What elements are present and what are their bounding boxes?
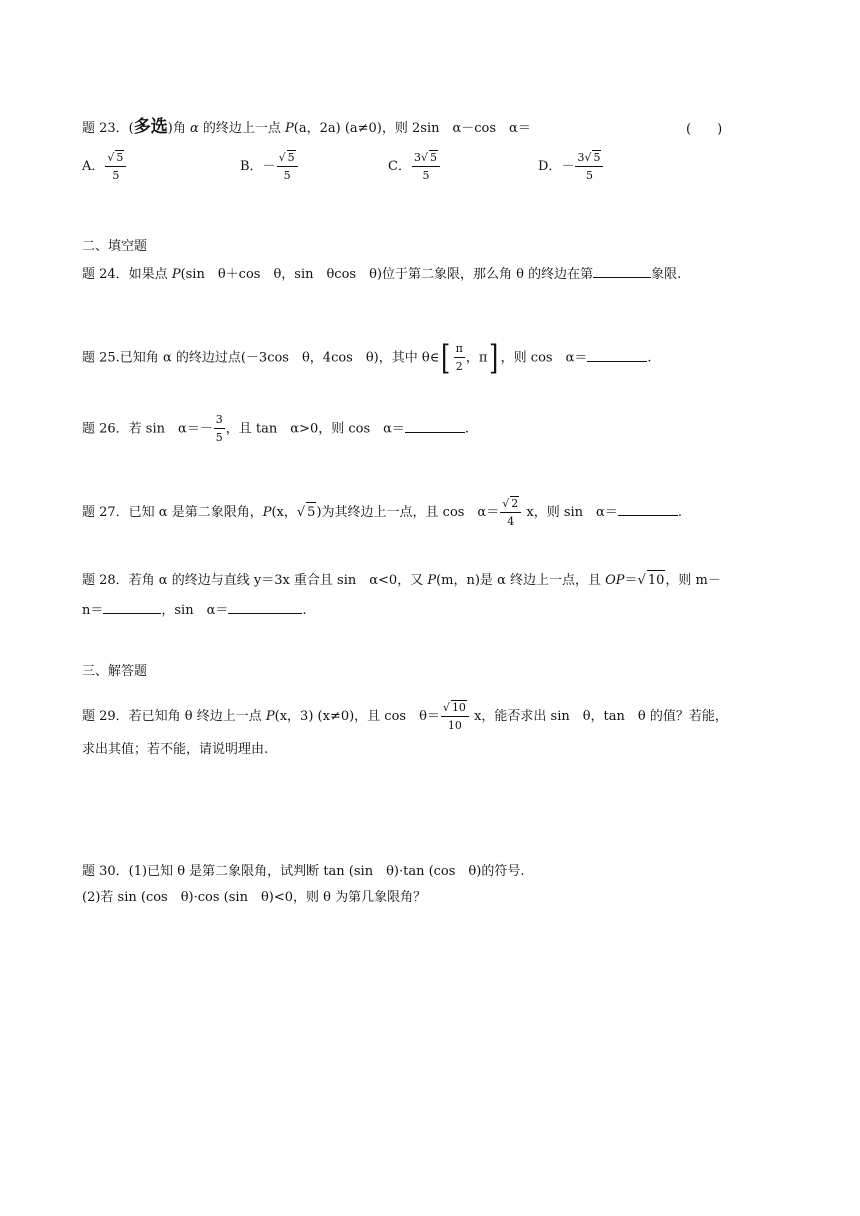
denominator: 5 (215, 431, 223, 444)
q23-lead: 题 23．( (82, 121, 134, 136)
q23-point: P (285, 121, 294, 136)
q29-text: (x，3) (x≠0)，且 cos θ＝ (274, 709, 440, 724)
q26-fraction (214, 413, 225, 445)
radicand: 5 (287, 151, 295, 164)
q29-text: x，能否求出 sin θ，tan θ 的值？若能， (469, 709, 728, 724)
q29-point: P (265, 709, 275, 724)
option-label: A． (82, 159, 105, 174)
radicand: 5 (429, 151, 437, 164)
q25-text: 题 25.已知角 α 的终边过点(－3cos θ，4cos θ)，其中 θ∈ (82, 350, 440, 366)
option-fraction: $\frac{3√ 5}{5}$ (412, 150, 440, 183)
q25-comma: ， (465, 350, 479, 366)
q24-text: 象限. (651, 267, 682, 282)
interval-bracket-left: [ (441, 338, 451, 378)
q28-point: P (427, 573, 437, 588)
option-fraction: $\frac{√ 5}{5}$ (277, 150, 298, 183)
answer-blank[interactable] (228, 601, 302, 614)
interval-bracket-right: ] (489, 338, 499, 378)
q27-text: )为其终边上一点，且 cos α＝ (316, 505, 500, 520)
q26-end: . (464, 421, 470, 437)
q24-text: 题 24．如果点 (82, 267, 172, 282)
radicand: 10 (451, 701, 466, 714)
q23-condition: (a≠0)，则 2sin α－cos α＝ (340, 121, 531, 136)
q27-point: P (262, 505, 272, 520)
option-d (538, 150, 604, 183)
q27-end: . (677, 505, 682, 520)
denominator: 5 (422, 169, 430, 182)
q28-text: ，sin α＝ (161, 603, 229, 618)
q29-text: 题 29．若已知角 θ 终边上一点 (82, 709, 266, 724)
q30-line2: (2)若 sin (cos θ)·cos (sin θ)<0，则 θ 为第几象限角？ (82, 890, 427, 905)
option-fraction: $\frac{3√ 5}{5}$ (575, 150, 603, 183)
denominator: 2 (455, 360, 463, 373)
q27-fraction: $\frac{√ 2}{4}$ (500, 496, 521, 529)
q28-text: n＝ (82, 603, 104, 618)
radicand: 2 (511, 497, 519, 510)
option-sign: － (561, 159, 575, 174)
radicand: 10 (647, 570, 666, 591)
q27-text: x，则 sin α＝ (522, 505, 618, 520)
q25-text: ，则 cos α＝ (500, 350, 588, 366)
denominator: 5 (585, 169, 593, 182)
q28-op: OP (605, 573, 625, 588)
q23-alpha: α (189, 121, 199, 136)
answer-blank[interactable] (103, 601, 161, 614)
answer-blank[interactable] (593, 265, 651, 278)
q30-line1: 题 30．(1)已知 θ 是第二象限角，试判断 tan (sin θ)·tan (cos θ)的符号. (82, 864, 525, 879)
answer-blank[interactable] (405, 420, 465, 433)
q23-coords: (a，2a) (293, 121, 341, 136)
multi-choice-tag: 多选 (133, 117, 168, 137)
q24-point: P (171, 267, 181, 282)
option-sign: － (262, 159, 276, 174)
q28-stem: 题 28．若角 α 的终边与直线 y＝3x 重合且 sin α<0，又 P(m，n)是 α 终边上一点，且 OP＝√ 10，则 m－ (82, 570, 721, 591)
numerator: 3 (214, 413, 225, 429)
q29-stem (82, 700, 728, 733)
pi-numerator: π (454, 342, 465, 358)
q25-end: . (647, 350, 652, 366)
q23-text: 的终边上一点 (198, 121, 286, 136)
q24-stem (82, 265, 681, 285)
radicand: 5 (116, 151, 124, 164)
radicand: 5 (306, 502, 316, 523)
q28-line2 (82, 601, 307, 621)
answer-blank[interactable] (587, 349, 647, 362)
denominator: 5 (283, 169, 291, 182)
q28-end: . (302, 603, 307, 618)
option-c (388, 150, 441, 183)
section-fill-in-title: 二、填空题 (82, 239, 148, 254)
denominator: 10 (447, 719, 462, 732)
q28-text: ，则 m－ (665, 573, 721, 588)
option-label: B． (240, 159, 263, 174)
q29-fraction: $\frac{√ 10}{10}$ (441, 700, 469, 733)
radicand: 5 (593, 151, 601, 164)
interval-fraction (454, 342, 465, 374)
option-label: C． (388, 159, 411, 174)
q28-text: (m，n)是 α 终边上一点，且 (436, 573, 606, 588)
q28-text: 题 28．若角 α 的终边与直线 y＝3x 重合且 sin α<0，又 (82, 573, 428, 588)
q23-text: )角 (167, 121, 190, 136)
option-b (240, 150, 299, 183)
coefficient: 3 (577, 151, 585, 164)
q27-text: 题 27．已知 α 是第二象限角， (82, 505, 263, 520)
answer-blank[interactable] (618, 503, 678, 516)
section-answer-title: 三、解答题 (82, 664, 148, 679)
q28-text: ＝ (624, 573, 638, 588)
q29-line2: 求出其值；若不能，请说明理由. (82, 742, 269, 757)
denominator: 4 (507, 515, 515, 528)
q25-pi: π (478, 350, 488, 366)
option-fraction: $\frac{√ 5}{5}$ (105, 150, 126, 183)
q27-stem: 题 27．已知 α 是第二象限角，P(x，√ 5)为其终边上一点，且 cos α＝ $\frac{√ 2}{4}$ x，则 sin α＝ . (82, 497, 682, 528)
q23-stem (82, 117, 531, 139)
answer-parentheses: ( ) (686, 122, 723, 137)
option-a (82, 150, 127, 183)
q26-stem (82, 413, 469, 445)
denominator: 5 (112, 169, 120, 182)
q25-stem (82, 338, 652, 378)
q27-text: (x， (271, 505, 297, 520)
option-label: D． (538, 159, 562, 174)
coefficient: 3 (413, 151, 421, 164)
q26-text: 题 26．若 sin α＝－ (82, 421, 213, 437)
q26-text: ，且 tan α>0，则 cos α＝ (225, 421, 405, 437)
q24-text: (sin θ＋cos θ，sin θcos θ)位于第二象限，那么角 θ 的终边在第 (180, 267, 594, 282)
